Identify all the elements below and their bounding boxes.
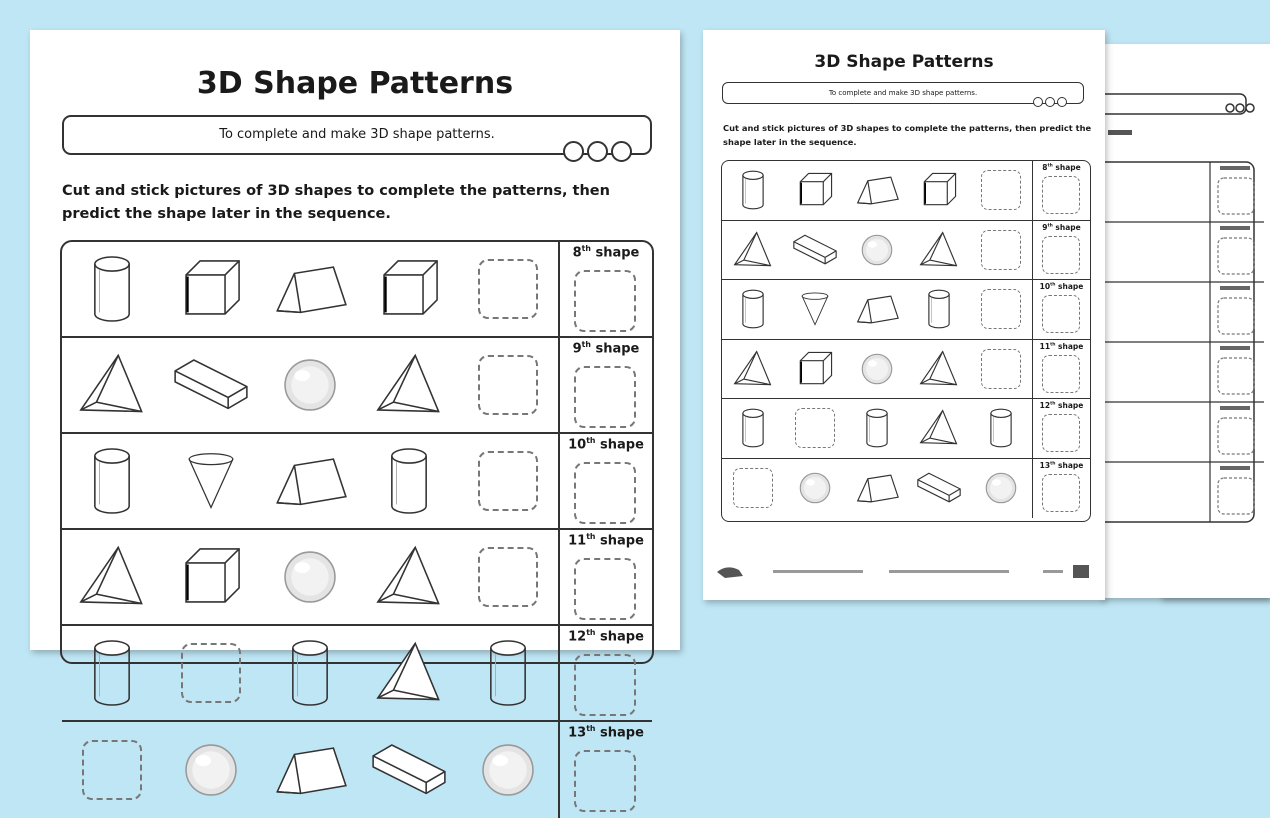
prediction-label [1033,401,1090,410]
blank-cut-and-stick-box [463,436,553,526]
pattern-row [722,399,1090,459]
pattern-sequence [62,626,558,720]
shape-word: shape [1055,401,1084,410]
ordinal-suffix: th [1050,342,1056,347]
progress-circle [611,141,632,162]
prediction-cell [558,626,652,720]
pyramid-icon [910,399,968,457]
blank-cut-and-stick-box [463,340,553,430]
instructions: Cut and stick pictures of 3D shapes to complete the patterns, then predict the shape later in the sequence. [723,123,1092,147]
ordinal-suffix: th [1050,461,1056,466]
shape-position-number: 8 [1042,163,1048,172]
prism-icon [848,459,906,517]
prediction-label [560,436,652,452]
ordinal-suffix: th [586,628,596,637]
prism-icon [265,436,355,526]
cylinder-icon [463,628,553,718]
worksheet-page-small [703,30,1105,600]
progress-circle [1057,97,1067,107]
pyramid-icon [724,221,782,279]
prism-icon [265,244,355,334]
blank-cut-and-stick-box [972,280,1030,338]
blank-cut-and-stick-box [786,399,844,457]
cube-icon [786,161,844,219]
ordinal-suffix: th [586,532,596,541]
cylinder-icon [724,161,782,219]
ordinal-suffix: th [1047,223,1053,228]
blank-cut-and-stick-box [724,459,782,517]
cylinder-icon [265,628,355,718]
cube-icon [364,244,454,334]
progress-circle [587,141,608,162]
blank-cut-and-stick-box [463,532,553,622]
pyramid-icon [364,532,454,622]
pyramid-icon [364,340,454,430]
ordinal-suffix: th [1047,163,1053,169]
ordinal-suffix: th [1050,401,1056,407]
prediction-cell [558,722,652,818]
cube-icon [786,340,844,398]
ordinal-suffix: th [581,244,591,253]
shape-word: shape [595,533,644,549]
sphere-icon [848,221,906,279]
pattern-row [722,340,1090,400]
cylinder-icon [724,280,782,338]
sphere-icon [265,532,355,622]
prediction-box [1042,474,1080,512]
prediction-cell [558,338,652,432]
pattern-row [62,626,652,722]
prediction-box [1042,176,1080,214]
prediction-box [574,366,636,428]
prism-icon [848,161,906,219]
worksheet-page-large [30,30,680,741]
progress-circles [1033,97,1067,107]
cone-icon [786,280,844,338]
shape-position-number: 11 [568,533,587,549]
prediction-cell [1032,399,1090,458]
shape-word: shape [1055,341,1084,351]
worksheet-title: 3D Shape Patterns [196,66,514,101]
shape-word: shape [590,245,640,261]
pattern-sequence [62,434,558,528]
cube-icon [166,244,256,334]
sphere-icon [463,725,553,815]
pattern-sequence [62,722,558,818]
prediction-label [1033,342,1090,351]
prediction-box [1042,236,1080,274]
blank-cut-and-stick-box [972,340,1030,398]
pattern-sequence [722,280,1032,339]
prediction-label [560,340,652,356]
pattern-sequence [722,340,1032,399]
cylinder-icon [67,628,157,718]
progress-circle [1045,97,1055,107]
prediction-label [1033,461,1090,470]
cone-icon [166,436,256,526]
blank-cut-and-stick-box [166,628,256,718]
blank-cut-and-stick-box [67,725,157,815]
pattern-row [722,221,1090,281]
prediction-box [574,654,636,716]
prediction-box [1042,295,1080,333]
cuboid-icon [910,459,968,517]
shape-word: shape [595,437,644,453]
pattern-row [722,161,1090,221]
pattern-sequence [722,399,1032,458]
shape-word: shape [1052,163,1081,172]
cylinder-icon [67,244,157,334]
pattern-sequence [62,242,558,336]
prediction-label [1033,163,1090,172]
prediction-label [560,532,652,548]
shape-word: shape [595,725,644,741]
prediction-label [1033,282,1090,291]
prediction-box [1042,414,1080,452]
shape-position-number: 10 [1039,282,1051,291]
progress-circles [563,141,632,162]
pattern-sequence [62,338,558,432]
pyramid-icon [67,340,157,430]
worksheet-page-back-1 [1100,44,1270,598]
learning-objective: To complete and make 3D shape patterns. [722,82,1084,104]
prediction-label [560,244,652,260]
shape-position-number: 9 [1042,222,1048,232]
sphere-icon [265,340,355,430]
prediction-label [560,724,652,740]
cylinder-icon [364,436,454,526]
cuboid-icon [786,221,844,279]
pattern-row [62,722,652,818]
prism-icon [265,725,355,815]
prediction-cell [558,242,652,336]
learning-objective: To complete and make 3D shape patterns. [62,115,652,155]
worksheet-title: 3D Shape Patterns [814,52,994,72]
pyramid-icon [910,340,968,398]
pattern-sequence [62,530,558,624]
pattern-sequence [722,161,1032,220]
shape-word: shape [590,341,640,357]
prediction-box [574,270,636,332]
page-footer [713,562,1095,582]
progress-circle [1033,97,1043,107]
shape-word: shape [595,629,644,645]
pattern-row [722,459,1090,519]
ordinal-suffix: th [586,724,596,733]
prediction-cell [558,434,652,528]
prediction-cell [1032,280,1090,339]
cube-icon [910,161,968,219]
shape-position-number: 12 [1039,401,1051,410]
shape-position-number: 13 [1039,460,1051,470]
ordinal-suffix: th [1050,282,1056,288]
shape-position-number: 12 [568,629,587,645]
prediction-cell [1032,161,1090,220]
pyramid-icon [724,340,782,398]
pattern-grid [60,240,654,741]
instructions: Cut and stick pictures of 3D shapes to complete the patterns, then predict the shape later in the sequence. [62,183,610,222]
ordinal-suffix: th [586,436,596,445]
pattern-row [62,434,652,530]
prediction-cell [1032,221,1090,280]
blank-cut-and-stick-box [972,221,1030,279]
sphere-icon [848,340,906,398]
pyramid-icon [364,628,454,718]
pattern-row [62,242,652,338]
sphere-icon [786,459,844,517]
sphere-icon [972,459,1030,517]
shape-word: shape [1052,222,1081,232]
prediction-cell [558,530,652,624]
cylinder-icon [67,436,157,526]
pattern-row [62,530,652,626]
cuboid-icon [166,340,256,430]
prism-icon [848,280,906,338]
prediction-cell [1032,459,1090,519]
footer-logos [713,562,1095,582]
shape-word: shape [1055,460,1084,470]
cylinder-icon [848,399,906,457]
pattern-row [722,280,1090,340]
cube-icon [166,532,256,622]
shape-position-number: 10 [568,437,587,453]
ordinal-suffix: th [581,340,591,349]
cylinder-icon [972,399,1030,457]
prediction-box [574,462,636,524]
cylinder-icon [724,399,782,457]
prediction-cell [1032,340,1090,399]
prediction-box [1042,355,1080,393]
shape-position-number: 11 [1039,341,1051,351]
pattern-grid [721,160,1091,522]
shape-position-number: 8 [572,245,582,261]
blank-cut-and-stick-box [463,244,553,334]
prediction-label [560,628,652,644]
shape-position-number: 9 [572,341,582,357]
back-sheet-detail [1100,44,1270,584]
blank-cut-and-stick-box [972,161,1030,219]
cuboid-icon [364,725,454,815]
cylinder-icon [910,280,968,338]
shape-position-number: 13 [568,725,587,741]
shape-word: shape [1055,282,1084,291]
pattern-row [62,338,652,434]
progress-circle [563,141,584,162]
sphere-icon [166,725,256,815]
prediction-box [574,750,636,812]
pyramid-icon [910,221,968,279]
pattern-sequence [722,221,1032,280]
pattern-sequence [722,459,1032,519]
prediction-label [1033,223,1090,232]
pyramid-icon [67,532,157,622]
prediction-box [574,558,636,620]
